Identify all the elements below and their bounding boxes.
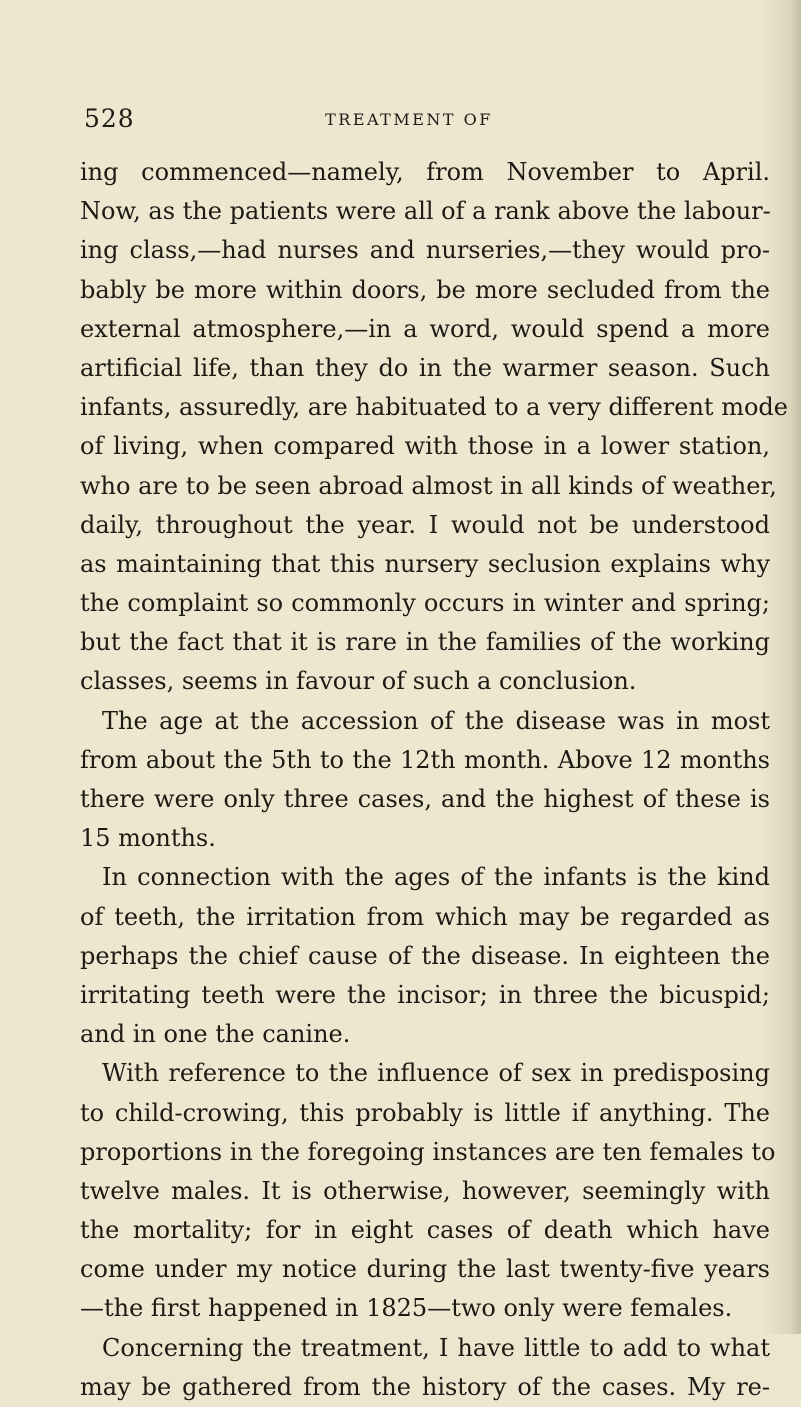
text-line: to child-crowing, this probably is little if anything. The <box>80 1098 770 1127</box>
text-line: Now, as the patients were all of a rank above the labour- <box>80 197 771 226</box>
text-line: there were only three cases, and the highest of these is <box>80 785 770 813</box>
text-line: daily, throughout the year. I would not be understood <box>80 510 770 539</box>
text-line: of living, when compared with those in a lower station, <box>80 432 770 461</box>
text-line: twelve males. It is otherwise, however, seemingly with <box>80 1176 770 1205</box>
text-line: Concerning the treatment, I have little to add to what <box>102 1333 770 1362</box>
text-line: external atmosphere,—in a word, would spend a more <box>80 314 770 343</box>
text-line: but the fact that it is rare in the families of the working <box>80 628 770 657</box>
text-line: The age at the accession of the disease was in most <box>102 706 770 735</box>
text-line: the mortality; for in eight cases of death which have <box>80 1216 770 1245</box>
text-line: —the first happened in 1825—two only were females. <box>80 1294 733 1323</box>
text-line: infants, assuredly, are habituated to a very different mode <box>80 393 788 422</box>
text-line: With reference to the influence of sex in predisposing <box>102 1059 770 1088</box>
text-line: ing commenced—namely, from November to April. <box>80 158 770 186</box>
text-line: artificial life, than they do in the warmer season. Such <box>80 353 770 382</box>
page-number: 528 <box>84 104 135 133</box>
text-line: the complaint so commonly occurs in winter and spring; <box>80 589 770 618</box>
text-line: 15 months. <box>80 824 216 853</box>
text-line: from about the 5th to the 12th month. Above 12 months <box>80 745 770 774</box>
text-line: may be gathered from the history of the cases. My re- <box>80 1372 770 1401</box>
text-line: as maintaining that this nursery seclusion explains why <box>80 549 770 578</box>
page-header <box>84 104 734 138</box>
text-line: of teeth, the irritation from which may be regarded as <box>80 902 770 931</box>
running-head: TREATMENT OF <box>325 110 493 129</box>
text-line: and in one the canine. <box>80 1020 351 1049</box>
text-line: proportions in the foregoing instances are ten females to <box>80 1137 776 1166</box>
text-line: irritating teeth were the incisor; in three the bicuspid; <box>80 980 770 1009</box>
text-line: ing class,—had nurses and nurseries,—they would pro- <box>80 236 770 265</box>
text-line: perhaps the chief cause of the disease. In eighteen the <box>80 941 770 970</box>
body-text <box>80 153 788 1407</box>
text-line: who are to be seen abroad almost in all kinds of weather, <box>80 471 777 500</box>
text-line: classes, seems in favour of such a conclusion. <box>80 667 637 696</box>
text-line: In connection with the ages of the infants is the kind <box>102 863 770 892</box>
text-line: bably be more within doors, be more secluded from the <box>80 275 770 304</box>
text-line: come under my notice during the last twenty-five years <box>80 1255 770 1284</box>
